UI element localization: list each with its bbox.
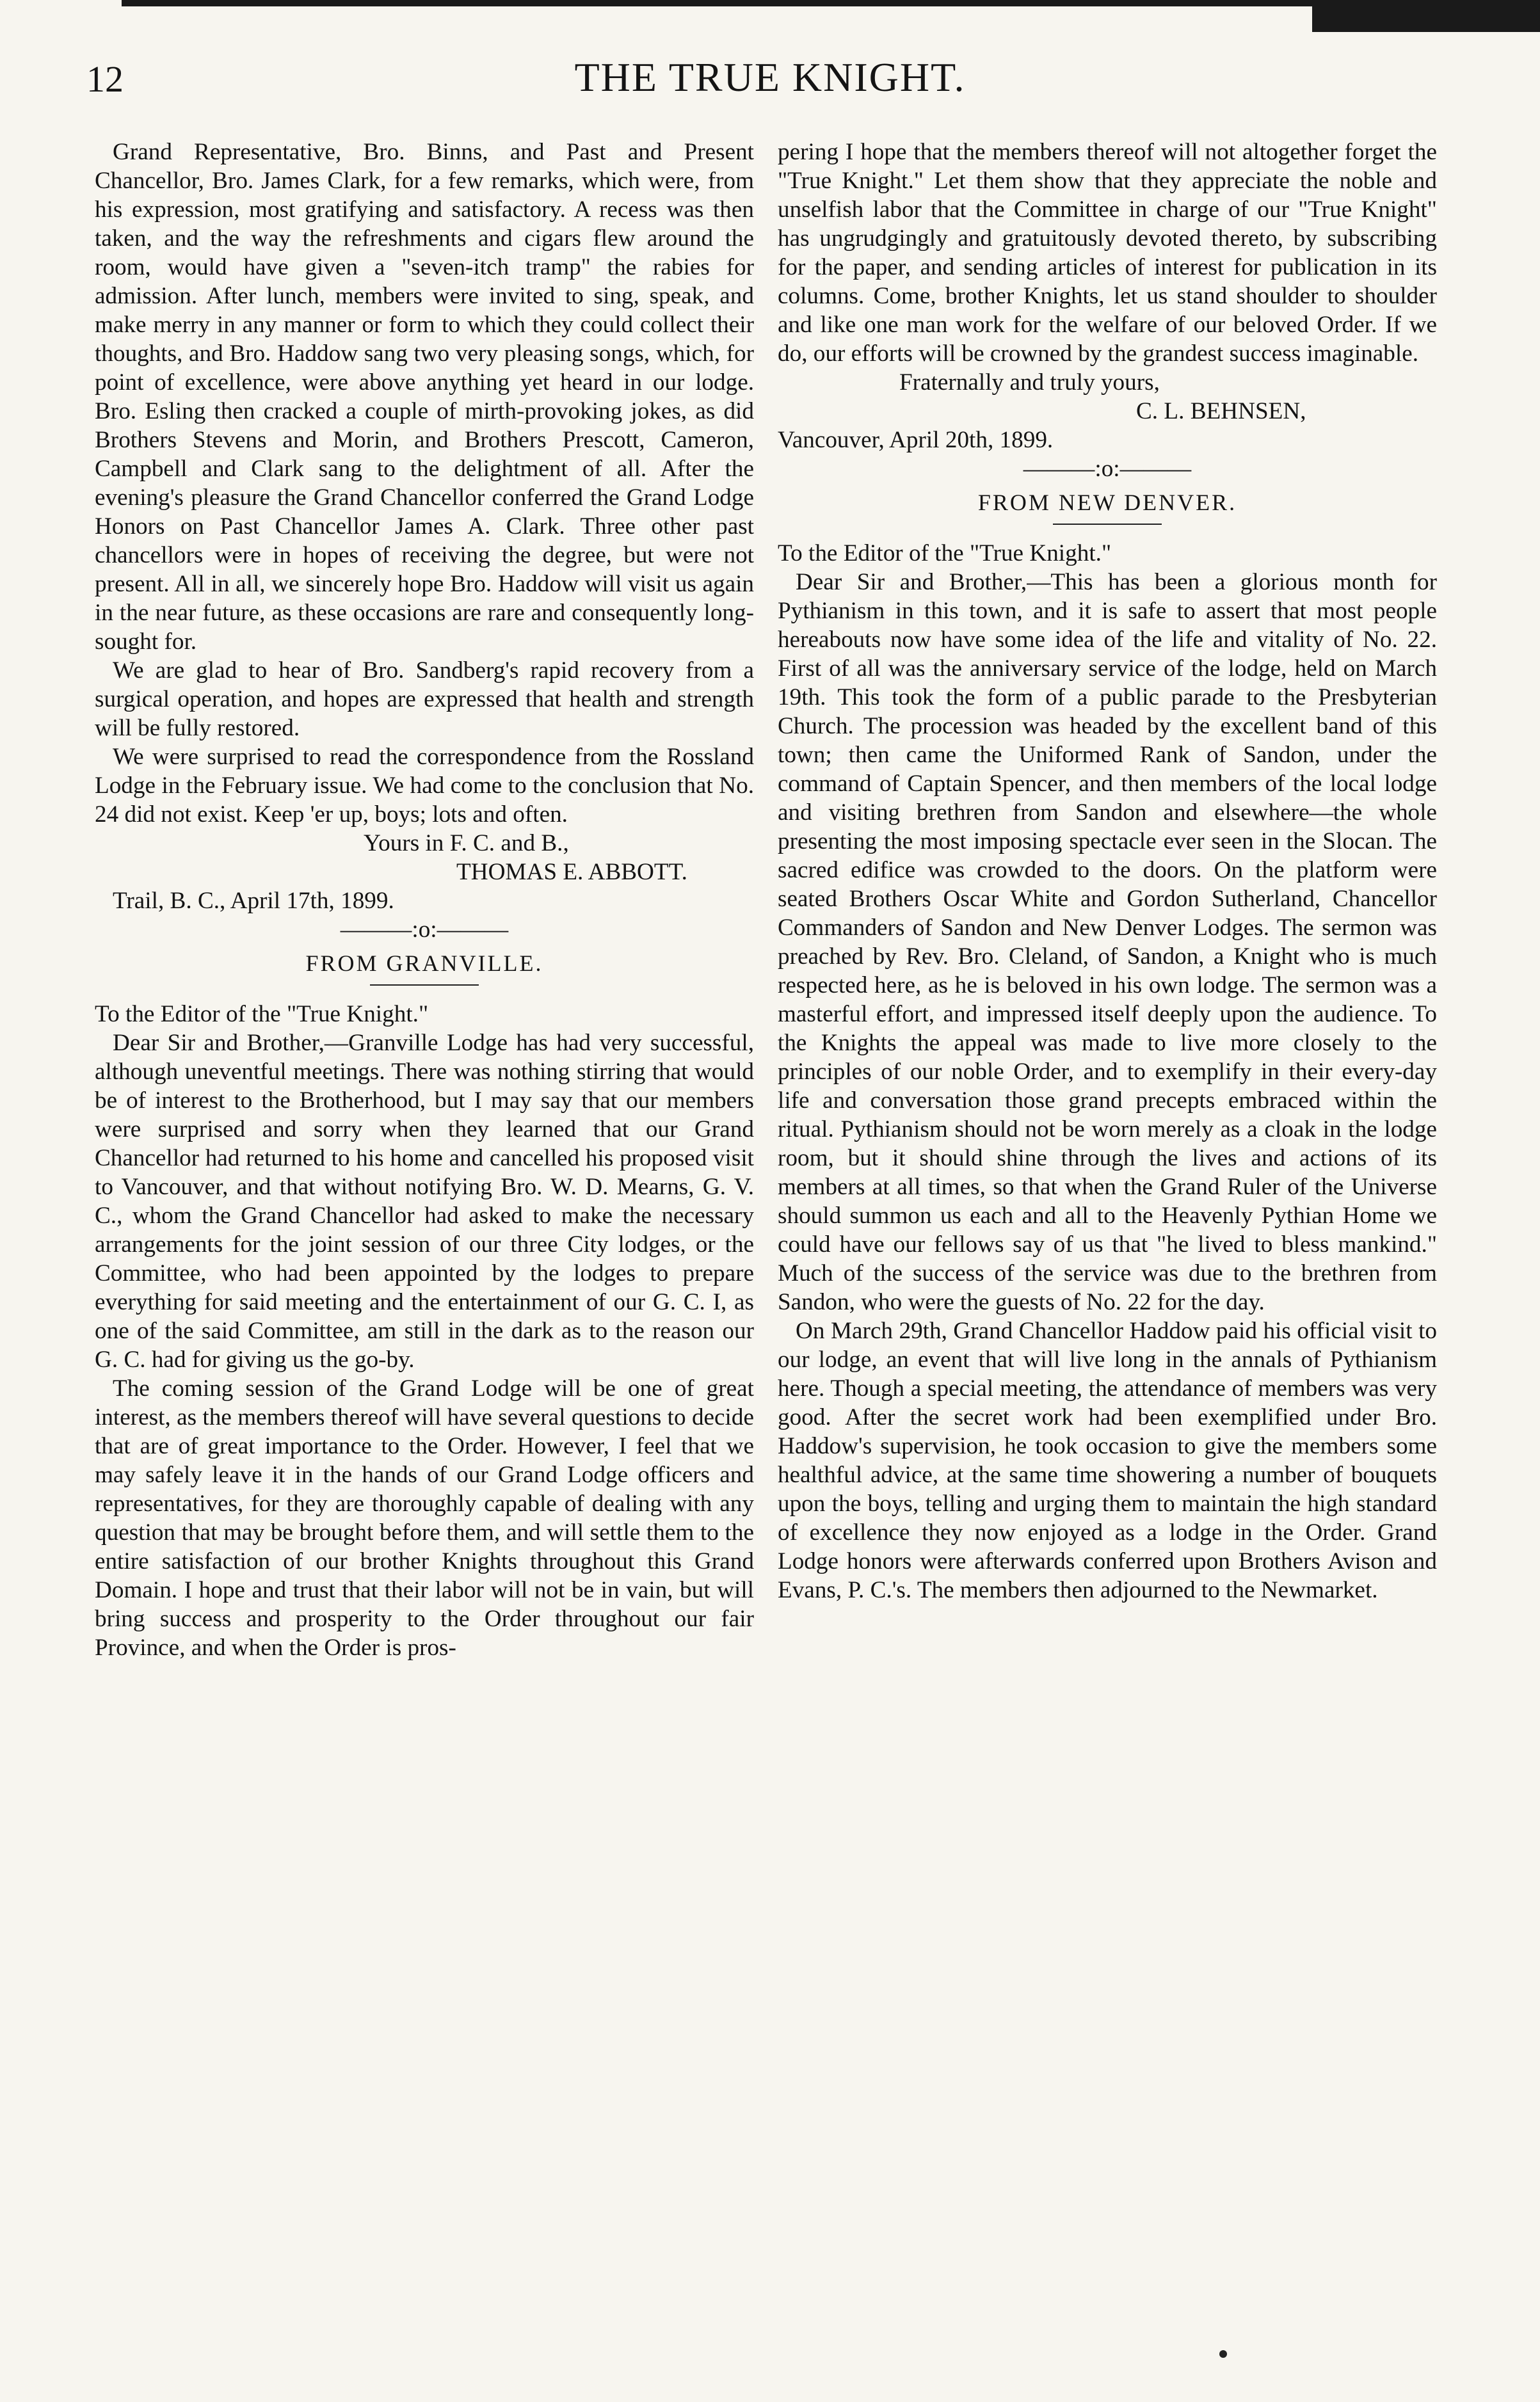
section-separator: ———:o:——— xyxy=(1023,456,1192,482)
section-title-new-denver: FROM NEW DENVER. xyxy=(977,490,1237,515)
salutation: To the Editor of the "True Knight." xyxy=(95,1001,429,1027)
paragraph: pering I hope that the members thereof will not altogether forget the "True Knight." Let them show that they appreciate the noble and unselfish labor that the Committee in charge of our "True Knight" has ungrudgingly and gratuitously devoted thereto, by subscribing for the paper, and sending articles of interest for publication in its columns. Come, brother Knights, let us stand shoulder to shoulder and like one man work for the welfare of our beloved Order. If we do, our efforts will be crowned by the grandest success imaginable. xyxy=(778,139,1437,367)
title-rule xyxy=(370,984,479,986)
paragraph: Dear Sir and Brother,—This has been a glorious month for Pythianism in this town, and it is safe to assert that most people hereabouts now have some idea of the life and vitality of No. 22. First of all was the anniversary service of the lodge, held on March 19th. This took the form of a public parade to the Presbyterian Church. The procession was headed by the excellent band of this town; then came the Uniformed Rank of Sandon, under the command of Captain Spencer, and then members of the local lodge and visiting brethren from Sandon and elsewhere—the whole presenting the most imposing spectacle ever seen in the Slocan. The sacred edifice was crowded to the doors. On the platform were seated Brothers Oscar White and Gordon Sutherland, Chancellor Commanders of Sandon and New Denver Lodges. The sermon was preached by Rev. Bro. Cleland, of Sandon, a Knight who is much respected here, as he is beloved in his own lodge. The sermon was a masterful effort, and impressed itself deeply upon the audience. To the Knights the appeal was made to live more closely to the principles of our noble Order, and to exemplify in their every-day life and conversation those grand precepts embraced within the ritual. Pythianism should not be worn merely as a cloak in the lodge room, but it should shine through the lives and actions of its members at all times, so that when the Grand Ruler of the Universe should summon us each and all to the Heavenly Pythian Home we could have our fellows say of us that "he lived to bless mankind." Much of the success of the service was due to the brethren from Sandon, who were the guests of No. 22 for the day. xyxy=(778,569,1437,1315)
signature-closing: Yours in F. C. and B., xyxy=(364,830,569,856)
running-head: THE TRUE KNIGHT. xyxy=(574,54,966,100)
paragraph: The coming session of the Grand Lodge will be one of great interest, as the members thereof will have several questions to decide that are of great importance to the Order. However, I feel that we may safely leave it in the hands of our Grand Lodge officers and representatives, for they are thoroughly capable of dealing with any question that may be brought before them, and will settle them to the entire satisfaction of our brother Knights throughout this Grand Domain. I hope and trust that their labor will not be in vain, but will bring success and prosperity to the Order throughout our fair Province, and when the Order is pros- xyxy=(95,1375,754,1661)
paragraph: Dear Sir and Brother,—Granville Lodge has had very successful, although uneventful meetings. There was nothing stirring that would be of interest to the Brotherhood, but I may say that our members were surprised and sorry when they learned that our Grand Chancellor had returned to his home and cancelled his proposed visit to Vancouver, and that without notifying Bro. W. D. Mearns, G. V. C., whom the Grand Chancellor had asked to make the necessary arrangements for the joint session of our three City lodges, or the Committee, who had been appointed by the lodges to prepare everything for said meeting and the entertainment of our G. C. I, as one of the said Committee, am still in the dark as to the reason our G. C. had for giving us the go-by. xyxy=(95,1030,754,1373)
signature-place-date: Vancouver, April 20th, 1899. xyxy=(778,427,1054,453)
paragraph: On March 29th, Grand Chancellor Haddow paid his official visit to our lodge, an event that will live long in the annals of Pythianism here. Though a special meeting, the attendance of members was very good. After the secret work had been exemplified under Bro. Haddow's supervision, he took occasion to give the members some healthful advice, at the same time showering a number of bouquets upon the boys, telling and urging them to maintain the high standard of excellence they now enjoyed as a lodge in the Order. Grand Lodge honors were afterwards conferred upon Brothers Avison and Evans, P. C.'s. The members then adjourned to the Newmarket. xyxy=(778,1318,1437,1603)
salutation: To the Editor of the "True Knight." xyxy=(778,540,1112,566)
signature-name: C. L. BEHNSEN, xyxy=(1136,398,1306,424)
left-column xyxy=(95,138,754,1662)
title-rule xyxy=(1053,524,1162,525)
right-column xyxy=(778,138,1437,1605)
page-header xyxy=(0,45,1540,115)
section-separator: ———:o:——— xyxy=(340,917,509,943)
bullet-mark xyxy=(1219,2350,1227,2358)
signature-name: THOMAS E. ABBOTT. xyxy=(456,859,687,885)
paragraph: We were surprised to read the correspondence from the Rossland Lodge in the February issue. We had come to the conclusion that No. 24 did not exist. Keep 'er up, boys; lots and often. xyxy=(95,744,754,828)
signature-place-date: Trail, B. C., April 17th, 1899. xyxy=(113,888,394,914)
top-rule-edge xyxy=(1312,0,1540,32)
section-title-granville: FROM GRANVILLE. xyxy=(305,950,543,976)
paragraph: Grand Representative, Bro. Binns, and Past and Present Chancellor, Bro. James Clark, for a few remarks, which were, from his expression, most gratifying and satisfactory. A recess was then taken, and the way the refreshments and cigars flew around the room, would have given a "seven-itch tramp" the rabies for admission. After lunch, members were invited to sing, speak, and make merry in any manner or form to which they could collect their thoughts, and Bro. Haddow sang two very pleasing songs, which, for point of excellence, were above anything yet heard in our lodge. Bro. Esling then cracked a couple of mirth-provoking jokes, as did Brothers Stevens and Morin, and Brothers Prescott, Cameron, Campbell and Clark sang to the delightment of all. After the evening's pleasure the Grand Chancellor conferred the Grand Lodge Honors on Past Chancellor James A. Clark. Three other past chancellors were in hopes of receiving the degree, but were not present. All in all, we sincerely hope Bro. Haddow will visit us again in the near future, as these occasions are rare and consequently long-sought for. xyxy=(95,139,754,655)
signature-closing: Fraternally and truly yours, xyxy=(899,369,1160,396)
page-number: 12 xyxy=(86,58,124,100)
paragraph: We are glad to hear of Bro. Sandberg's rapid recovery from a surgical operation, and hopes are expressed that health and strength will be fully restored. xyxy=(95,657,754,741)
